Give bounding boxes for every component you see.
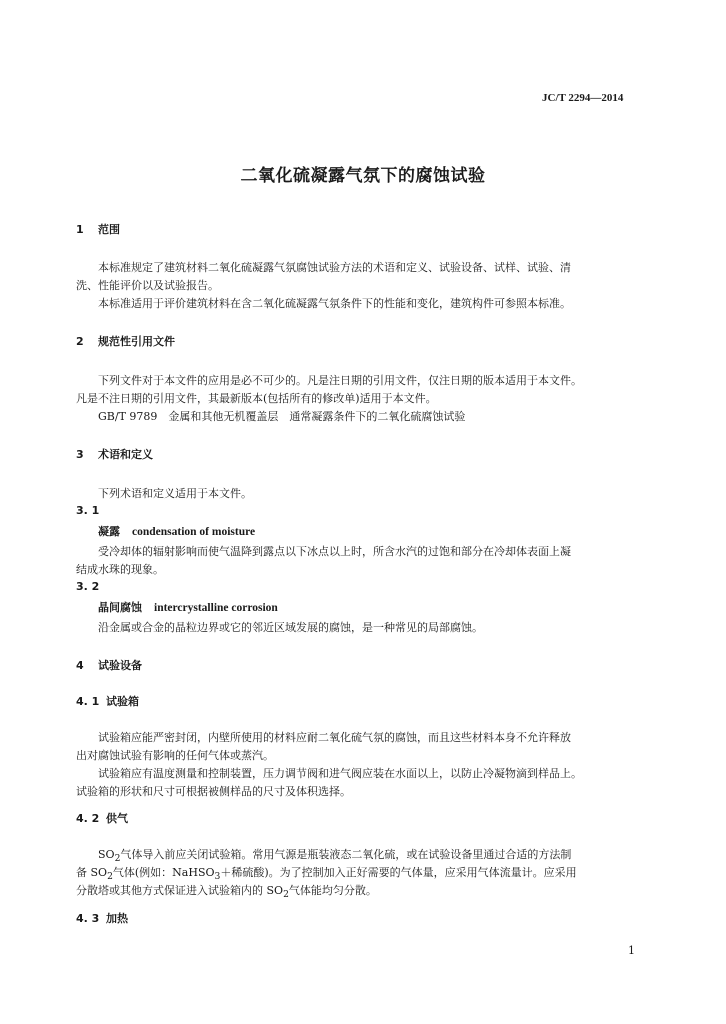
text-run: 气体能均匀分散。 (288, 884, 377, 897)
page-number: 1 (628, 944, 635, 957)
paragraph-line: 下列文件对于本文件的应用是必不可少的。凡是注日期的引用文件，仅注日期的版本适用于本文件。 (98, 374, 582, 387)
paragraph-line (76, 864, 577, 882)
subsection-4-2-heading (76, 810, 128, 826)
reference-entry: GB/T 9789 金属和其他无机覆盖层 通常凝露条件下的二氧化硫腐蚀试验 (98, 410, 466, 423)
paragraph-line: 凡是不注日期的引用文件，其最新版本(包括所有的修改单)适用于本文件。 (76, 392, 437, 405)
section-number: 4 (76, 659, 84, 672)
section-number: 1 (76, 223, 84, 236)
term-chinese: 凝露 (98, 525, 120, 538)
text-run: 气体导入前应关闭试验箱。常用气源是瓶装液态二氧化硫，或在试验设备里通过合适的方法制 (120, 848, 572, 861)
section-1-heading (76, 221, 120, 237)
subsection-4-1-heading (76, 693, 139, 709)
term-heading (98, 599, 278, 615)
subscript: 2 (114, 853, 121, 865)
subsection-4-3-heading (76, 910, 128, 926)
paragraph-line: 本标准适用于评价建筑材料在含二氧化硫凝露气氛条件下的性能和变化，建筑构件可参照本标准。 (98, 297, 571, 310)
subsection-number: 4. 3 (76, 912, 100, 925)
term-number: 3. 2 (76, 580, 100, 593)
definition-line: 结成水珠的现象。 (76, 563, 164, 576)
document-title: 二氧化硫凝露气氛下的腐蚀试验 (240, 166, 486, 186)
section-number: 3 (76, 448, 84, 461)
section-title: 范围 (98, 223, 120, 236)
text-run: ＋稀硫酸)。为了控制加入正好需要的气体量，应采用气体流量计。应采用 (220, 866, 577, 879)
section-title: 试验设备 (98, 659, 142, 672)
subsection-title: 加热 (106, 912, 128, 925)
paragraph-line: 试验箱应有温度测量和控制装置，压力调节阀和进气阀应装在水面以上，以防止冷凝物滴到样品上。 (98, 767, 582, 780)
section-title: 术语和定义 (98, 448, 153, 461)
paragraph-line: 下列术语和定义适用于本文件。 (98, 487, 252, 500)
paragraph-line (76, 882, 377, 900)
section-number: 2 (76, 335, 84, 348)
subsection-number: 4. 2 (76, 812, 100, 825)
subsection-title: 试验箱 (106, 695, 139, 708)
section-title: 规范性引用文件 (98, 335, 175, 348)
text-run: SO (98, 848, 115, 861)
paragraph-line: 出对腐蚀试验有影响的任何气体或蒸汽。 (76, 749, 274, 762)
term-heading (98, 523, 255, 539)
section-3-heading (76, 446, 153, 462)
section-2-heading (76, 333, 175, 349)
paragraph-line: 本标准规定了建筑材料二氧化硫凝露气氛腐蚀试验方法的术语和定义、试验设备、试样、试验、清 (98, 261, 571, 274)
definition-line: 受冷却体的辐射影响而使气温降到露点以下冰点以上时，所含水汽的过饱和部分在冷却体表面上凝 (98, 545, 571, 558)
paragraph-line: 试验箱的形状和尺寸可根据被侧样品的尺寸及体积选择。 (76, 785, 351, 798)
paragraph-line: 试验箱应能严密封闭，内壁所使用的材料应耐二氧化硫气氛的腐蚀，而且这些材料本身不允许释放 (98, 731, 571, 744)
standard-code: JC/T 2294—2014 (542, 92, 624, 104)
definition-line: 沿金属或合金的晶粒边界或它的邻近区域发展的腐蚀，是一种常见的局部腐蚀。 (98, 621, 483, 634)
text-run: 气体(例如：NaHSO (112, 866, 215, 879)
paragraph-line: 洗、性能评价以及试验报告。 (76, 279, 219, 292)
text-run: 备 SO (76, 866, 108, 879)
term-english: condensation of moisture (132, 526, 256, 538)
section-4-heading (76, 657, 142, 673)
text-run: 分散塔或其他方式保证进入试验箱内的 SO (76, 884, 284, 897)
subscript: 2 (283, 889, 289, 901)
paragraph-line (98, 846, 571, 864)
subscript: 2 (107, 871, 113, 883)
term-chinese: 晶间腐蚀 (98, 601, 142, 614)
subscript: 3 (214, 871, 221, 883)
term-english: intercrystalline corrosion (154, 602, 278, 614)
subsection-number: 4. 1 (76, 695, 100, 708)
subsection-title: 供气 (106, 812, 128, 825)
term-number: 3. 1 (76, 504, 100, 517)
